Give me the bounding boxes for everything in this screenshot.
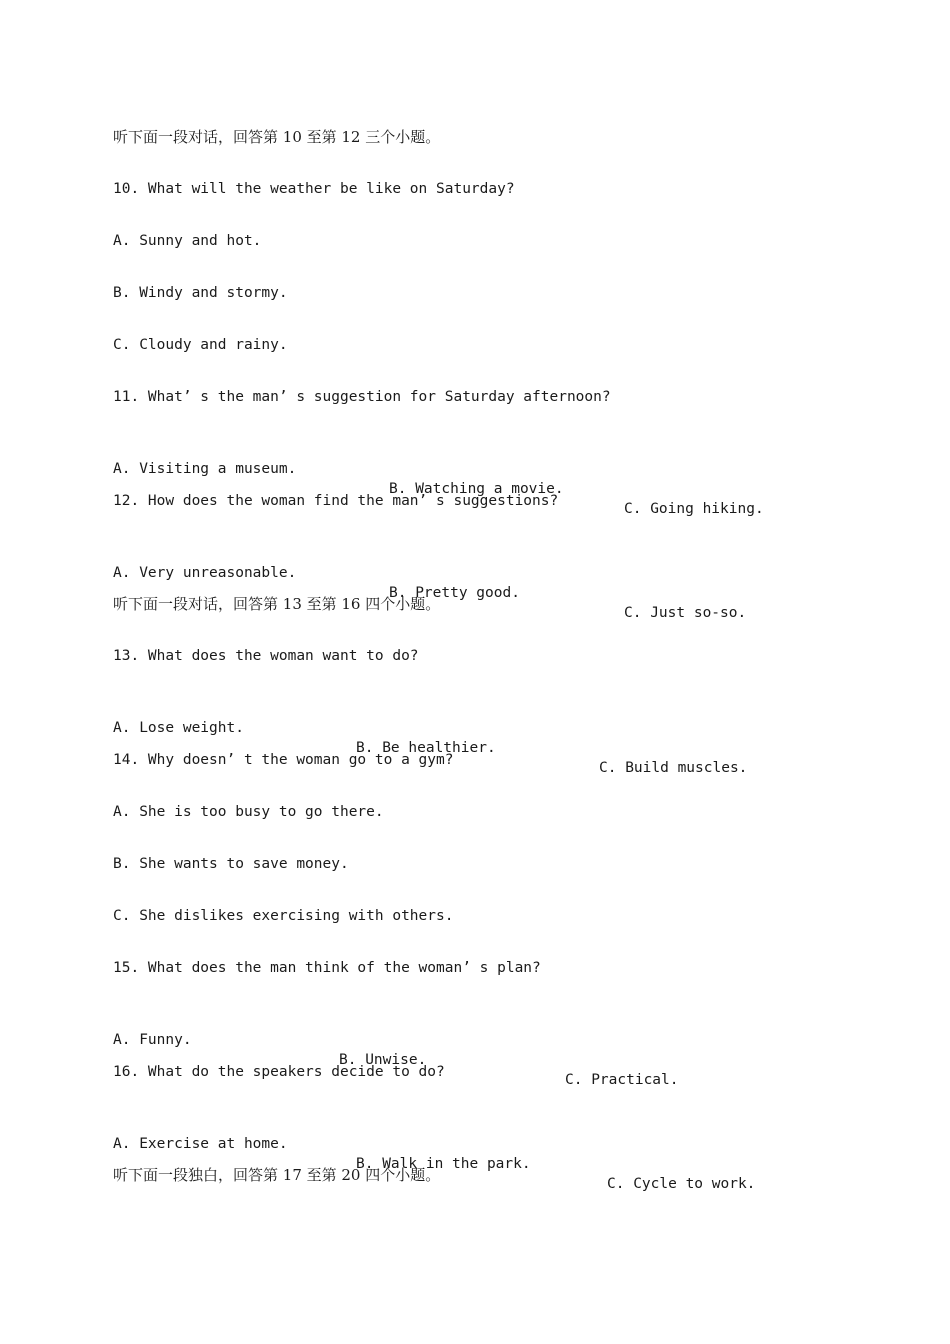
question-10-stem: 10. What will the weather be like on Saturday? — [113, 181, 515, 197]
question-12-option-a: A. Very unreasonable. — [113, 565, 297, 581]
question-11-option-a: A. Visiting a museum. — [113, 461, 297, 477]
question-14-stem: 14. Why doesn’ t the woman go to a gym? — [113, 752, 454, 768]
question-16-option-a: A. Exercise at home. — [113, 1136, 288, 1152]
question-15-option-c: C. Practical. — [565, 1072, 679, 1088]
question-15-option-a: A. Funny. — [113, 1032, 192, 1048]
question-15-option-b: B. Unwise. — [339, 1052, 427, 1068]
question-13-option-a: A. Lose weight. — [113, 720, 244, 736]
question-16-stem: 16. What do the speakers decide to do? — [113, 1064, 445, 1080]
question-11-option-b: B. Watching a movie. — [389, 481, 564, 497]
question-16-option-c: C. Cycle to work. — [607, 1176, 756, 1192]
question-13-stem: 13. What does the woman want to do? — [113, 648, 419, 664]
section-instruction-3: 听下面一段独白，回答第 17 至第 20 四个小题。 — [113, 1166, 441, 1184]
question-11-option-c: C. Going hiking. — [624, 501, 764, 517]
question-15-stem: 15. What does the man think of the woman’ s plan? — [113, 960, 541, 976]
question-16-option-b: B. Walk in the park. — [356, 1156, 531, 1172]
question-14-option-c: C. She dislikes exercising with others. — [113, 908, 454, 924]
question-10-option-c: C. Cloudy and rainy. — [113, 337, 288, 353]
question-11-stem: 11. What’ s the man’ s suggestion for Saturday afternoon? — [113, 389, 611, 405]
question-14-option-b: B. She wants to save money. — [113, 856, 349, 872]
question-14-option-a: A. She is too busy to go there. — [113, 804, 384, 820]
question-12-option-c: C. Just so-so. — [624, 605, 747, 621]
question-13-option-b: B. Be healthier. — [356, 740, 496, 756]
section-instruction-1: 听下面一段对话，回答第 10 至第 12 三个小题。 — [113, 128, 441, 146]
question-12-option-b: B. Pretty good. — [389, 585, 520, 601]
question-12-stem: 12. How does the woman find the man’ s suggestions? — [113, 493, 559, 509]
question-10-option-a: A. Sunny and hot. — [113, 233, 262, 249]
question-10-option-b: B. Windy and stormy. — [113, 285, 288, 301]
section-instruction-2: 听下面一段对话，回答第 13 至第 16 四个小题。 — [113, 595, 441, 613]
question-13-option-c: C. Build muscles. — [599, 760, 748, 776]
